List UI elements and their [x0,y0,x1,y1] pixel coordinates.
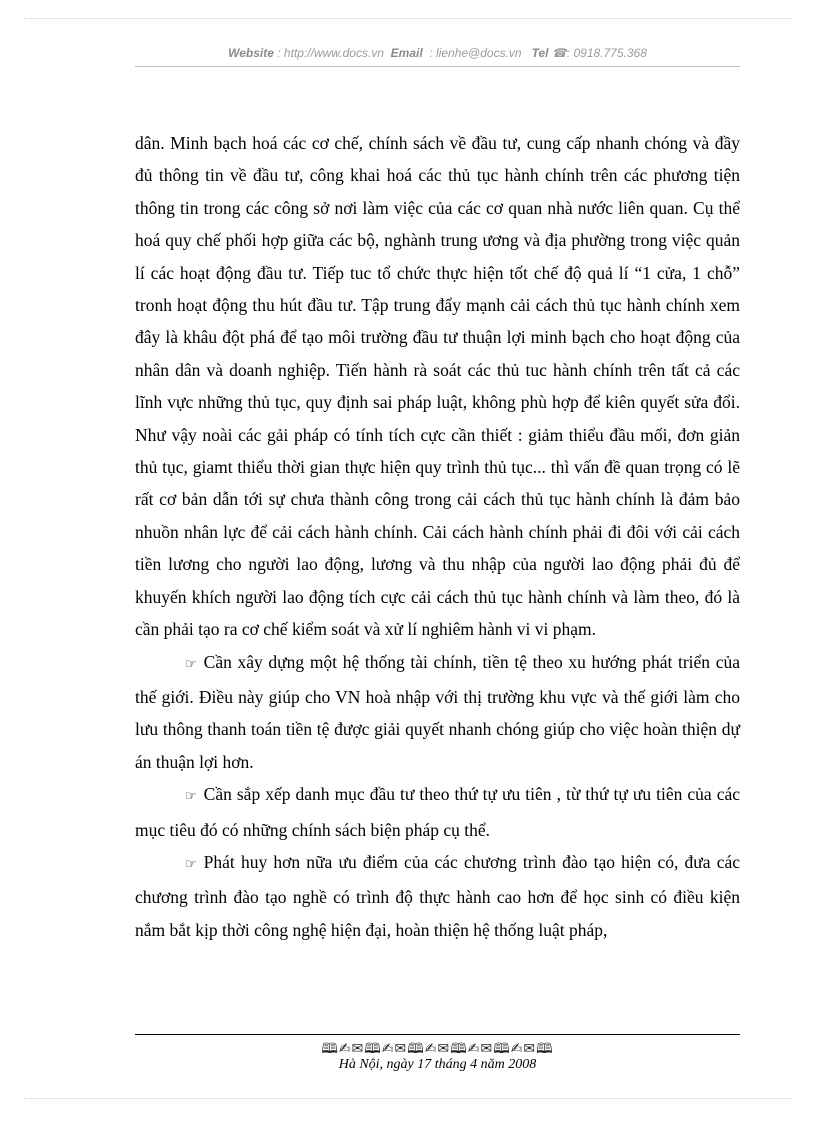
bullet-paragraph [135,846,740,946]
bullet-paragraph [135,778,740,846]
paragraph: dân. Minh bạch hoá các cơ chế, chính sách về đầu tư, cung cấp nhanh chóng và đầy đủ thông tin về đầu tư, công khai hoá các thủ tục hành chính trên các phương tiện thông tin trong các công sở nơi làm việc của các cơ quan nhà nước liên quan. Cụ thể hoá quy chế phối hợp giữa các bộ, nghành trung ương và địa phường trong việc quản lí các hoạt động đầu tư. Tiếp tuc tổ chức thực hiện tốt chế độ quả lí “1 cửa, 1 chỗ” tronh hoạt động thu hút đầu tư. Tập trung đẩy mạnh cải cách thủ tục hành chính xem đây là khâu đột phá để tạo môi trường đầu tư thuận lợi minh bạch cho hoạt động của nhân dân và doanh nghiệp. Tiến hành rà soát các thủ tuc hành chính trên tất cả các lĩnh vực những thủ tục, quy định sai pháp luật, không phù hợp để kiên quyết sửa đổi. Như vậy noài các gải pháp có tính tích cực cần thiết : giảm thiểu đầu mối, đơn giản thủ tục, giamt thiểu thời gian thực hiện quy trình thủ tục... thì vấn đề quan trọng có lẽ rất cơ bản dẫn tới sự chưa thành công trong cải cách thủ tục hành chính là đảm bảo nhuồn nhân lực để cải cách hành chính. Cải cách hành chính phải đi đôi với cải cách tiền lương cho người lao động, lương và thu nhập của người lao động phải đủ để khuyến khích người lao động tích cực cải cách thủ tục hành chính và làm theo, đó là cần phải tạo ra cơ chế kiểm soát và xử lí nghiêm hành vi vi phạm. [135,133,740,640]
email-value: : lienhe@docs.vn [429,46,522,60]
page-border-bottom [24,1098,792,1099]
header-rule [135,66,740,67]
footer-ornament: 🕮✍✉🕮✍✉🕮✍✉🕮✍✉🕮✍✉🕮 [321,1041,554,1057]
bullet-text: Cần xây dựng một hệ thống tài chính, tiền tệ theo xu hướng phát triển của thế giới. Điều này giúp cho VN hoà nhập với thị trường khu vực và thế giới làm cho lưu thông thanh toán tiền tệ được giải quyết nhanh chóng giúp cho việc hoàn thiện dự án thuận lợi hơn. [135,651,740,772]
email-label: Email [390,46,423,60]
pointing-hand-icon: ☞ [185,656,197,672]
bullet-text: Cần sắp xếp danh mục đầu tư theo thứ tự ưu tiên , từ thứ tự ưu tiên của các mục tiêu đó có những chính sách biện pháp cụ thể. [135,784,740,840]
pointing-hand-icon: ☞ [185,789,197,805]
tel-value: : 0918.775.368 [566,46,647,60]
bullet-text: Phát huy hơn nữa ưu điểm của các chương trình đào tạo hiện có, đưa các chương trình đào tạo nghề có trình độ thực hành cao hơn để học sinh có điều kiện nắm bắt kịp thời công nghệ hiện đại, hoàn thiện hệ thống luật pháp, [135,851,740,940]
page-header [135,46,740,60]
tel-label: Tel [531,46,549,60]
pointing-hand-icon: ☞ [185,856,197,872]
footer-rule [135,1034,740,1035]
page-border-top [24,18,792,19]
document-body [135,127,740,946]
footer-date: Hà Nội, ngày 17 tháng 4 năm 2008 [338,1057,537,1072]
bullet-paragraph [135,646,740,779]
website-value: : http://www.docs.vn [277,46,384,60]
website-label: Website [228,46,274,60]
phone-icon: ☎ [551,46,567,60]
